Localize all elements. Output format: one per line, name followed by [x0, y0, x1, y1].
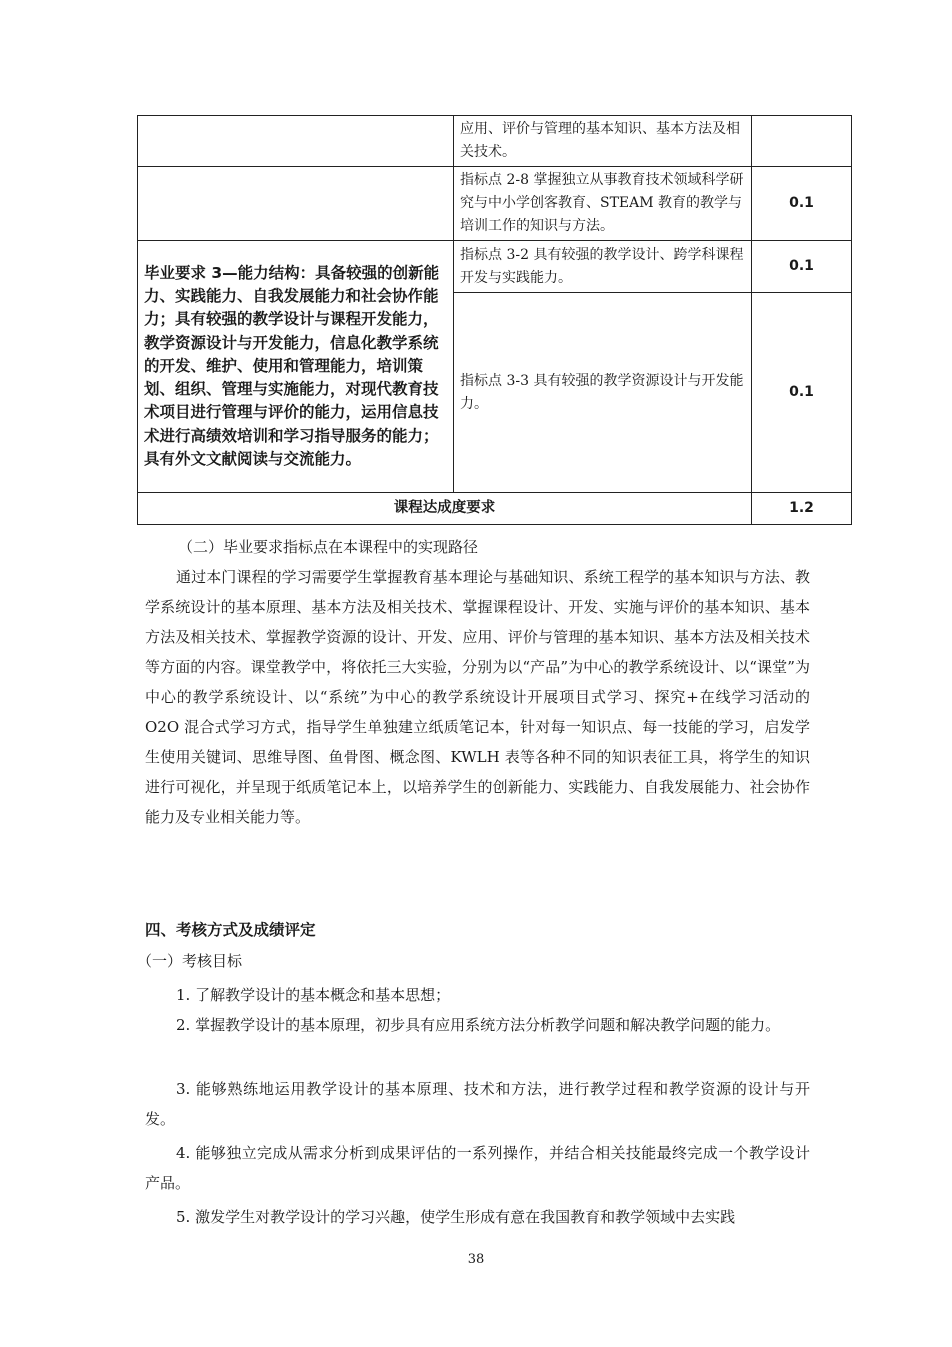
- list-item: 1. 了解教学设计的基本概念和基本思想；: [176, 986, 451, 1004]
- table-row: [138, 493, 852, 525]
- requirements-table: [137, 115, 852, 525]
- subsection-heading: （一）考核目标: [137, 952, 243, 970]
- section-heading-4: 四、考核方式及成绩评定: [145, 921, 316, 939]
- weight-cell: 0.1: [752, 167, 852, 241]
- weight-cell: 0.1: [752, 241, 852, 293]
- table-cell-empty: [138, 167, 454, 241]
- section-paragraph: 通过本门课程的学习需要学生掌握教育基本理论与基础知识、系统工程学的基本知识与方法、教学系统设计的基本原理、基本方法及相关技术、掌握课程设计、开发、实施与评价的基本知识、基本方法及相关技术、掌握教学资源的设计、开发、应用、评价与管理的基本知识、基本方法及相关技术等方面的内容。课堂教学中，将依托三大实验，分别为以“产品”为中心的教学系统设计、以“课堂”为中心的教学系统设计、以“系统”为中心的教学系统设计开展项目式学习、探究+在线学习活动的 O2O 混合式学习方式，指导学生单独建立纸质笔记本，针对每一知识点、每一技能的学习，启发学生使用关键词、思维导图、鱼骨图、概念图、KWLH 表等各种不同的知识表征工具，将学生的知识进行可视化，并呈现于纸质笔记本上，以培养学生的创新能力、实践能力、自我发展能力、社会协作能力及专业相关能力等。: [145, 568, 810, 826]
- weight-cell: [752, 116, 852, 167]
- section-heading-2: （二）毕业要求指标点在本课程中的实现路径: [178, 538, 479, 556]
- indicator-cell: 指标点 3-3 具有较强的教学资源设计与开发能力。: [454, 293, 752, 493]
- weight-cell: 0.1: [752, 293, 852, 493]
- total-label: 课程达成度要求: [138, 493, 752, 525]
- total-value: 1.2: [752, 493, 852, 525]
- indicator-cell: 指标点 2-8 掌握独立从事教育技术领域科学研究与中小学创客教育、STEAM 教育的教学与培训工作的知识与方法。: [454, 167, 752, 241]
- graduation-requirement-3: 毕业要求 3—能力结构：具备较强的创新能力、实践能力、自我发展能力和社会协作能力；具有较强的教学设计与课程开发能力，教学资源设计与开发能力，信息化教学系统的开发、维护、使用和管理能力，培训策划、组织、管理与实施能力，对现代教育技术项目进行管理与评价的能力，运用信息技术进行高绩效培训和学习指导服务的能力；具有外文文献阅读与交流能力。: [138, 241, 454, 493]
- list-item: 5. 激发学生对教学设计的学习兴趣，使学生形成有意在我国教育和教学领域中去实践: [176, 1208, 736, 1226]
- indicator-cell: 应用、评价与管理的基本知识、基本方法及相关技术。: [454, 116, 752, 167]
- table-row: [138, 167, 852, 241]
- table-row: [138, 116, 852, 167]
- table-row: [138, 241, 852, 293]
- list-item: 2. 掌握教学设计的基本原理，初步具有应用系统方法分析教学问题和解决教学问题的能力。: [176, 1016, 781, 1034]
- list-item: 4. 能够独立完成从需求分析到成果评估的一系列操作，并结合相关技能最终完成一个教学设计产品。: [145, 1144, 810, 1192]
- list-item: 3. 能够熟练地运用教学设计的基本原理、技术和方法，进行教学过程和教学资源的设计与开发。: [145, 1080, 810, 1128]
- page-number: 38: [467, 1252, 485, 1267]
- indicator-cell: 指标点 3-2 具有较强的教学设计、跨学科课程开发与实践能力。: [454, 241, 752, 293]
- table-cell-empty: [138, 116, 454, 167]
